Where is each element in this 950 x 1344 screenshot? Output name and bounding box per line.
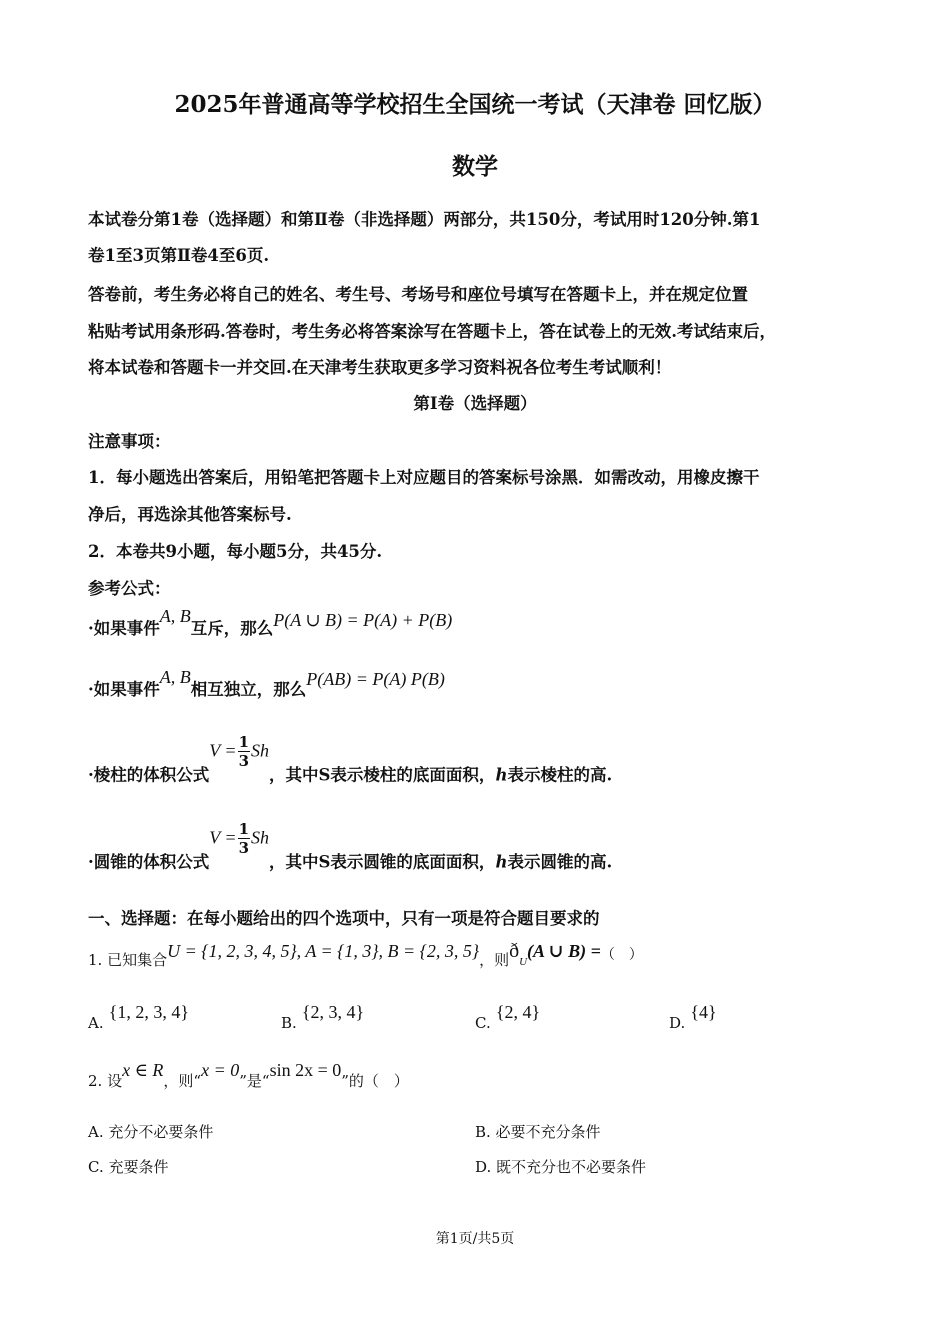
formula-2-vars: A, B [159, 667, 191, 687]
formula-4-lhs: V = [209, 827, 237, 848]
formula-4-post: ，其中S表示圆锥的底面面积， [269, 852, 496, 872]
intro-line-5: 将本试卷和答题卡一并交回.在天津考生获取更多学习资料祝各位考生考试顺利！ [88, 358, 672, 377]
formula-1-pre: ·如果事件 [88, 619, 160, 638]
formula-4-pre: ·圆锥的体积公式 [88, 852, 210, 872]
note-2: 2．本卷共9小题，每小题5分，共45分. [88, 542, 383, 561]
q1-option-d-value: {4} [690, 1002, 717, 1022]
q1-complement: ð [509, 940, 520, 962]
q2-statement-q: sin 2x = 0 [269, 1060, 342, 1080]
formula-2-expr: P(AB) = P(A) P(B) [306, 669, 445, 689]
q1-option-b-value: {2, 3, 4} [301, 1002, 365, 1022]
formula-2-mid: 相互独立，那么 [190, 680, 307, 699]
notes-title: 注意事项： [88, 432, 171, 451]
q1-option-a[interactable] [88, 1002, 189, 1032]
intro-line-2: 卷1至3页第Ⅱ卷4至6页. [88, 246, 270, 265]
formula-4-h: h [495, 852, 508, 872]
exam-title: 2025年普通高等学校招生全国统一考试（天津卷 回忆版） [174, 91, 776, 118]
formula-4-den: 3 [238, 839, 250, 857]
q1-answer-paren: （ ） [600, 947, 643, 963]
q1-option-d-label: D. [669, 1014, 686, 1032]
q2-option-a[interactable]: A. 充分不必要条件 [88, 1123, 214, 1141]
formula-4-fraction [238, 822, 250, 856]
q1-option-c-label: C. [475, 1014, 491, 1032]
q2-is: ”是“ [239, 1072, 270, 1090]
q2-option-b[interactable]: B. 必要不充分条件 [475, 1123, 601, 1141]
formula-1-mid: 互斥，那么 [190, 619, 274, 638]
q1-option-c-value: {2, 4} [495, 1002, 541, 1022]
formula-3-rhs: Sh [251, 740, 270, 761]
formula-2-pre: ·如果事件 [88, 680, 160, 699]
q1-option-d[interactable] [669, 1002, 717, 1032]
note-1a: 1．每小题选出答案后，用铅笔把答题卡上对应题目的答案标号涂黑．如需改动，用橡皮擦干 [88, 468, 760, 487]
formula-3-end: 表示棱柱的高. [507, 765, 613, 785]
q1-option-a-label: A. [88, 1014, 104, 1032]
formula-4-rhs: Sh [251, 827, 270, 848]
formula-1 [88, 606, 452, 639]
formula-4-end: 表示圆锥的高. [507, 852, 613, 872]
q1-option-b[interactable] [281, 1002, 364, 1032]
q1-option-a-value: {1, 2, 3, 4} [108, 1002, 189, 1022]
formula-4 [88, 822, 612, 873]
q1-set-a: , A = {1, 3} [296, 941, 379, 961]
formula-3-pre: ·棱柱的体积公式 [88, 765, 210, 785]
q1-universal-set: U = {1, 2, 3, 4, 5} [167, 941, 297, 961]
formula-3-lhs: V = [209, 740, 237, 761]
q2-option-c[interactable]: C. 充要条件 [88, 1158, 169, 1176]
q1-pre: 1. 已知集合 [88, 951, 168, 969]
page-footer: 第1页/共5页 [435, 1231, 515, 1247]
q2-end: ”的（ ） [341, 1072, 409, 1090]
q1-set-b: , B = {2, 3, 5} [378, 941, 480, 961]
q2-statement-p: x = 0 [201, 1060, 240, 1080]
q1-then: ，则 [479, 951, 510, 969]
note-1b: 净后，再选涂其他答案标号. [88, 505, 292, 524]
formula-4-num: 1 [238, 820, 250, 838]
section-heading: 第I卷（选择题） [413, 394, 537, 413]
subject-title: 数学 [452, 153, 498, 180]
formulas-title: 参考公式： [88, 579, 171, 598]
q1-complement-sub: U [519, 956, 528, 968]
q1-option-c[interactable] [475, 1002, 540, 1032]
q1-option-b-label: B. [281, 1014, 297, 1032]
question-2 [88, 1060, 409, 1091]
q2-option-d[interactable]: D. 既不充分也不必要条件 [475, 1158, 647, 1176]
formula-3-den: 3 [238, 752, 250, 770]
formula-3-num: 1 [238, 733, 250, 751]
intro-line-3: 答卷前，考生务必将自己的姓名、考生号、考场号和座位号填写在答题卡上，并在规定位置 [88, 285, 748, 304]
formula-1-vars: A, B [159, 606, 191, 626]
formula-1-expr: P(A ∪ B) = P(A) + P(B) [273, 610, 453, 630]
question-1 [88, 940, 643, 970]
formula-3 [88, 735, 612, 786]
formula-3-fraction [238, 735, 250, 769]
formula-3-post: ，其中S表示棱柱的底面面积， [269, 765, 496, 785]
q2-then: ，则“ [163, 1072, 202, 1090]
part1-heading: 一、选择题：在每小题给出的四个选项中，只有一项是符合题目要求的 [88, 909, 600, 928]
q2-condition: x ∈ R [122, 1060, 164, 1080]
intro-line-4: 粘贴考试用条形码.答卷时，考生务必将答案涂写在答题卡上，答在试卷上的无效.考试结束后， [88, 322, 776, 341]
intro-line-1: 本试卷分第1卷（选择题）和第Ⅱ卷（非选择题）两部分，共150分，考试用时120分钟.第1 [88, 210, 761, 229]
formula-3-h: h [495, 765, 508, 785]
q1-expr: (A ∪ B) = [527, 941, 601, 961]
q2-pre: 2. 设 [88, 1072, 123, 1090]
formula-2 [88, 667, 445, 700]
